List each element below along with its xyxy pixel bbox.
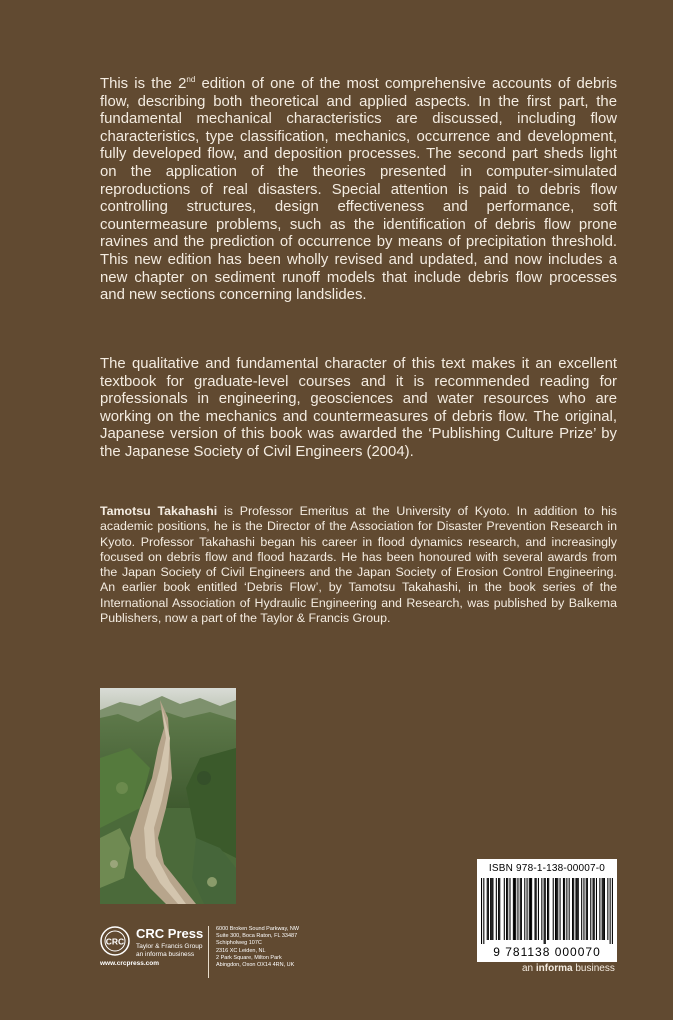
- barcode-bar: [555, 878, 556, 940]
- barcode-bar: [507, 878, 508, 940]
- barcode-bar: [504, 878, 505, 940]
- debris-flow-photo: [100, 688, 236, 904]
- blurb-body: edition of one of the most comprehensive accounts of debris flow, describing both theoretical and applied aspects. In the first part, the fundamental mechanical characteristics are discussed, including flow characteristics, type classification, mechanics, occurrence and development, fully developed flow, and deposition processes. The second part sheds light on the application of the theories presented in computer-simulated reproductions of real disasters. Special attention is paid to debris flow controlling structures, design effectiveness and performance, soft countermeasure problems, such as the identification of debris flow prone ravines and the prediction of occurrence by means of precipitation threshold. This new edition has been wholly revised and updated, and now includes a new chapter on sediment runoff models that include debris flow processes and new sections concerning landslides.: [100, 76, 618, 304]
- barcode-bar: [604, 878, 605, 940]
- barcode-bar: [496, 878, 497, 940]
- barcode-bar: [529, 878, 530, 940]
- address-line: 2 Park Square, Milton Park: [216, 954, 282, 961]
- barcode-bar: [499, 878, 500, 940]
- barcode-bar: [536, 878, 537, 940]
- barcode-bar: [564, 878, 565, 940]
- publisher-addresses: [216, 926, 299, 969]
- barcode-bar: [541, 878, 542, 940]
- barcode-bar: [577, 878, 578, 940]
- blurb-lead: This is the 2: [100, 76, 187, 92]
- blurb-paragraph-2: The qualitative and fundamental character of this text makes it an excellent textbook for graduate-level courses and it is recommended reading for professionals in engineering, geosciences and water resources who are working on the mechanics and countermeasures of debris flow. The original, Japanese version of this book was awarded the ‘Publishing Culture Prize’ by the Japanese Society of Civil Engineers (2004).: [100, 356, 617, 460]
- barcode-bar: [557, 878, 558, 940]
- barcode-digits: 9 781138 000070: [493, 945, 601, 959]
- barcode-bar: [517, 878, 518, 940]
- isbn-barcode-box: [477, 859, 617, 962]
- barcode-bar: [498, 878, 499, 940]
- barcode-bar: [509, 878, 510, 940]
- edition-superscript: nd: [186, 75, 196, 84]
- publisher-informa-line: an informa business: [136, 951, 195, 958]
- author-bio: [100, 504, 617, 626]
- barcode-bar: [607, 878, 608, 940]
- barcode-bar: [563, 878, 564, 940]
- author-name: Tamotsu Takahashi: [100, 504, 218, 518]
- barcode-bar: [586, 878, 587, 940]
- barcode-bar: [566, 878, 567, 940]
- crc-press-logo-icon: [100, 926, 130, 956]
- barcode-bar: [583, 878, 584, 940]
- barcode-bar: [603, 878, 604, 940]
- barcode-bar: [488, 878, 489, 940]
- barcode-bar: [610, 878, 611, 944]
- publisher-logo-block: [100, 922, 360, 982]
- barcode-bar: [599, 878, 600, 940]
- barcode-bar: [538, 878, 539, 940]
- barcode-bar: [514, 878, 515, 940]
- barcode-bar: [569, 878, 570, 940]
- barcode-bar: [490, 878, 491, 940]
- barcode-bar: [612, 878, 613, 944]
- address-line: 6000 Broken Sound Parkway, NW: [216, 926, 300, 932]
- address-line: Suite 300, Boca Raton, FL 33487: [216, 933, 298, 940]
- aerial-landscape-image: [100, 688, 236, 904]
- barcode-bar: [581, 878, 582, 940]
- barcode-bar: [491, 878, 492, 940]
- barcode-bar: [560, 878, 561, 940]
- barcode-graphic: [481, 878, 613, 944]
- barcode-bar: [487, 878, 488, 940]
- barcode-bar: [515, 878, 516, 940]
- barcode-bar: [593, 878, 594, 940]
- informa-footer: [522, 963, 615, 974]
- barcode-bar: [520, 878, 521, 940]
- barcode-bar: [534, 878, 535, 940]
- barcode-bar: [530, 878, 531, 940]
- publisher-name: CRC Press: [136, 926, 204, 941]
- barcode-bar: [544, 878, 545, 944]
- barcode-bar: [524, 878, 525, 940]
- footer-brand: informa: [535, 963, 573, 974]
- barcode-bar: [594, 878, 595, 940]
- logo-divider: [208, 926, 209, 978]
- author-bio-text: is Professor Emeritus at the University of Kyoto. In addition to his academic positions, he is the Director of the Association for Disaster Prevention Research in Kyoto. Professor Takahashi began his career in flood dynamics research, and increasingly focused on debris flow and flood hazards. He has been honoured with several awards from the Japan Society of Civil Engineers and the Japan Society of Erosion Control Engineering. An earlier book entitled ‘Debris Flow’, by Tamotsu Takahashi, in the book series of the International Association of Hydraulic Engineering and Research, was published by Balkema Publishers, now a part of the Taylor & Francis Group.: [100, 504, 617, 626]
- footer-suffix: business: [572, 963, 615, 974]
- publisher-group: Taylor & Francis Group: [136, 943, 203, 950]
- barcode-bar: [548, 878, 549, 940]
- barcode-bar: [578, 878, 579, 940]
- address-line: Abingdon, Oxon OX14 4RN, UK: [216, 962, 295, 969]
- blurb-paragraph-1: [100, 76, 617, 305]
- crc-emblem-text: CRC: [105, 936, 125, 947]
- barcode-bar: [575, 878, 576, 940]
- barcode-bar: [527, 878, 528, 940]
- footer-prefix: an: [522, 963, 536, 974]
- barcode-bar: [521, 878, 522, 940]
- address-line: Schipholweg 107C: [216, 940, 262, 947]
- barcode-bar: [481, 878, 482, 944]
- publisher-website: www.crcpress.com: [100, 960, 160, 967]
- barcode-bar: [572, 878, 573, 940]
- isbn-label: ISBN 978-1-138-00007-0: [488, 863, 606, 874]
- barcode-bar: [545, 878, 546, 944]
- barcode-bar: [553, 878, 554, 940]
- barcode-bar: [483, 878, 484, 944]
- barcode-bar: [590, 878, 591, 940]
- address-line: 2316 XC Leiden, NL: [216, 947, 266, 954]
- barcode-bar: [587, 878, 588, 940]
- barcode-bar: [506, 878, 507, 940]
- barcode-bar: [492, 878, 493, 940]
- barcode-bar: [531, 878, 532, 940]
- barcode-bar: [573, 878, 574, 940]
- barcode-bar: [547, 878, 548, 940]
- barcode-bar: [513, 878, 514, 940]
- barcode-bar: [602, 878, 603, 940]
- barcode-bar: [556, 878, 557, 940]
- barcode-bar: [596, 878, 597, 940]
